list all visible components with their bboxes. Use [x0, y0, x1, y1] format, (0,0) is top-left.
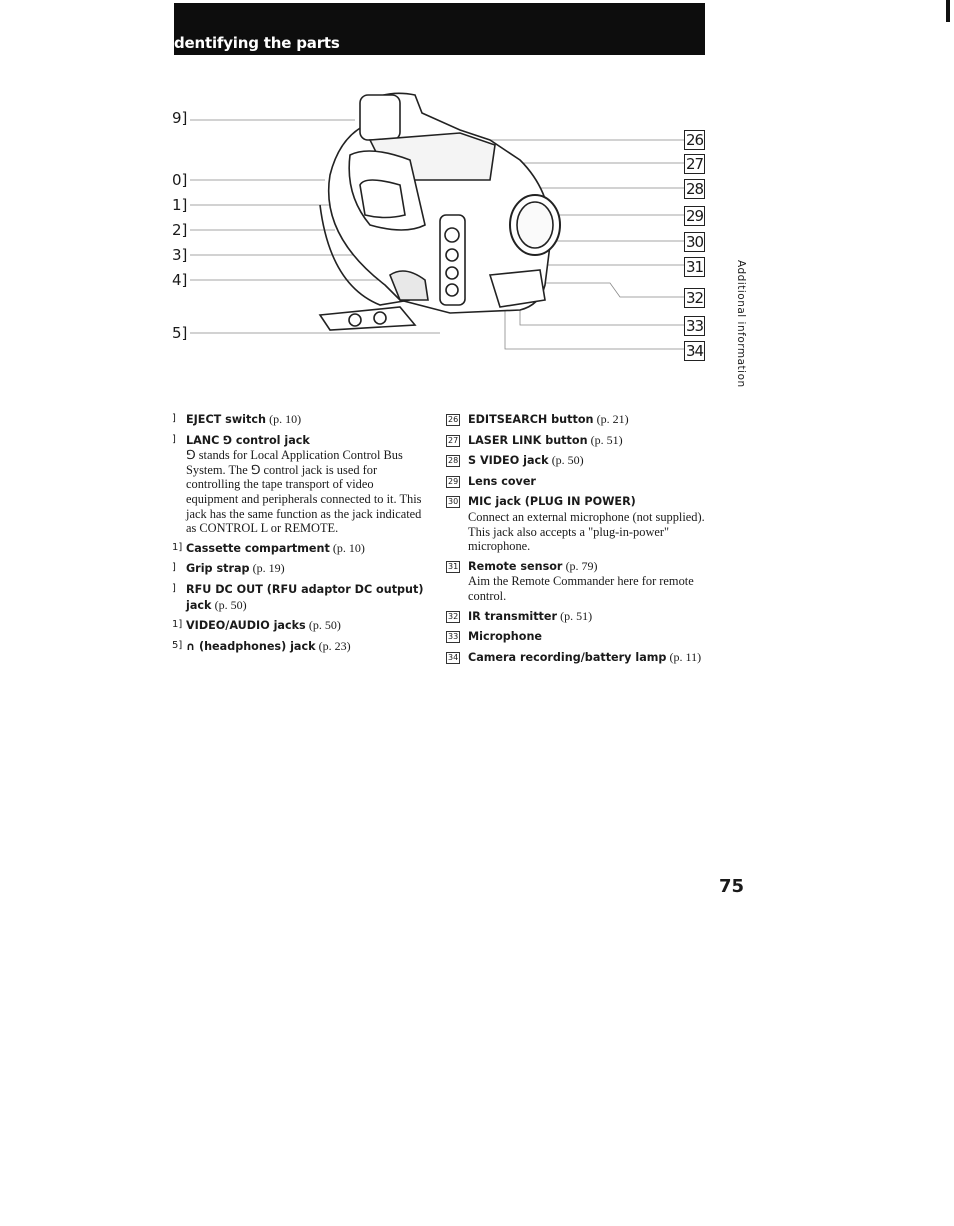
item-marker: 26 [448, 415, 459, 424]
item-ref: (p. 19) [252, 561, 285, 576]
list-item [172, 433, 427, 536]
item-marker: 30 [448, 497, 459, 507]
item-name: RFU DC OUT (RFU adaptor DC output) jack [186, 582, 424, 612]
item-marker: 1] [172, 619, 183, 631]
item-ref: (p. 21) [596, 412, 629, 426]
sidebar-label: Additional information [735, 260, 747, 388]
list-item [446, 609, 711, 625]
callout-left-4: 2] [172, 221, 188, 239]
callout-left-1: 9] [172, 109, 188, 127]
callout-left-5: 3] [172, 246, 188, 264]
item-name: Camera recording/battery lamp [468, 650, 667, 664]
item-name: Remote sensor [468, 559, 563, 573]
item-ref: (p. 11) [669, 649, 702, 664]
item-name: Grip strap [186, 562, 250, 576]
item-ref: (p. 10) [332, 540, 365, 555]
item-name: Lens cover [468, 474, 536, 488]
section-header-bar [174, 3, 705, 55]
list-item [446, 559, 711, 604]
list-item [446, 412, 711, 428]
callout-31: 31 [686, 258, 704, 276]
item-marker: ] [172, 413, 176, 424]
list-item [172, 561, 427, 577]
callout-29: 29 [686, 207, 704, 225]
camcorder-diagram [160, 85, 720, 375]
section-sidebar-tab [733, 260, 747, 388]
item-marker: 27 [448, 435, 459, 445]
item-ref: (p. 51) [560, 608, 593, 623]
item-marker: 32 [448, 611, 459, 621]
item-name: LASER LINK button [468, 433, 588, 447]
list-item [446, 474, 711, 490]
list-item [172, 412, 427, 428]
item-marker: 1] [172, 541, 183, 553]
callout-left-2: 0] [172, 171, 188, 189]
item-marker: ] [172, 433, 176, 445]
list-item [172, 639, 427, 655]
item-name: EJECT switch [186, 413, 266, 426]
callout-27: 27 [686, 155, 704, 173]
callout-28: 28 [686, 180, 704, 198]
item-marker: 28 [448, 456, 459, 466]
item-marker: ] [172, 562, 176, 574]
item-ref: (p. 50) [308, 618, 341, 633]
item-ref: (p. 10) [269, 412, 302, 426]
list-item [172, 541, 427, 557]
item-name: IR transmitter [468, 609, 558, 623]
item-name: ∩ (headphones) jack [186, 639, 316, 653]
item-name: VIDEO/AUDIO jacks [186, 619, 306, 633]
item-ref: (p. 79) [565, 558, 598, 573]
item-description: Aim the Remote Commander here for remote control. [468, 574, 694, 603]
parts-list-left [172, 412, 427, 659]
item-marker: 31 [448, 561, 459, 571]
item-ref: (p. 23) [318, 638, 351, 653]
callout-left-3: 1] [172, 196, 188, 214]
item-marker: 29 [448, 476, 459, 486]
page-edge-mark [946, 0, 950, 22]
item-marker: 5] [172, 639, 183, 651]
callout-30: 30 [686, 233, 704, 251]
item-name: Microphone [468, 630, 543, 644]
parts-list-right [446, 412, 711, 670]
list-item [446, 650, 711, 666]
callout-26: 26 [686, 131, 704, 149]
list-item [446, 433, 711, 449]
item-description: Connect an external microphone (not supplied). This jack also accepts a "plug-in-power" microphone. [468, 509, 705, 554]
item-ref: (p. 50) [551, 453, 584, 468]
camcorder-illustration [160, 85, 720, 375]
list-item [172, 582, 427, 613]
item-ref: (p. 51) [590, 432, 623, 447]
item-marker: 33 [448, 632, 459, 642]
item-marker: 34 [448, 652, 459, 662]
callout-34: 34 [686, 342, 704, 360]
item-ref: (p. 50) [214, 597, 247, 612]
item-name: EDITSEARCH button [468, 413, 594, 426]
callout-left-7: 5] [172, 324, 188, 342]
list-item [446, 494, 711, 553]
callout-left-6: 4] [172, 271, 188, 289]
item-name: Cassette compartment [186, 541, 330, 555]
callout-33: 33 [686, 317, 704, 335]
list-item [446, 629, 711, 645]
list-item [446, 453, 711, 469]
item-name: S VIDEO jack [468, 454, 549, 468]
item-name: MIC jack (PLUG IN POWER) [468, 495, 636, 509]
list-item [172, 618, 427, 634]
item-description: ⅁ stands for Local Application Control Bus System. The ⅁ control jack is used for controlling the tape transport of video equipment and peripherals connected to it. This jack has the same function as the jack indicated as CONTROL L or REMOTE. [186, 448, 422, 536]
section-title: dentifying the parts [174, 34, 340, 52]
callout-32: 32 [686, 289, 704, 307]
page-number: 75 [719, 876, 745, 897]
item-marker: ] [172, 582, 176, 594]
item-name: LANC ⅁ control jack [186, 433, 310, 447]
